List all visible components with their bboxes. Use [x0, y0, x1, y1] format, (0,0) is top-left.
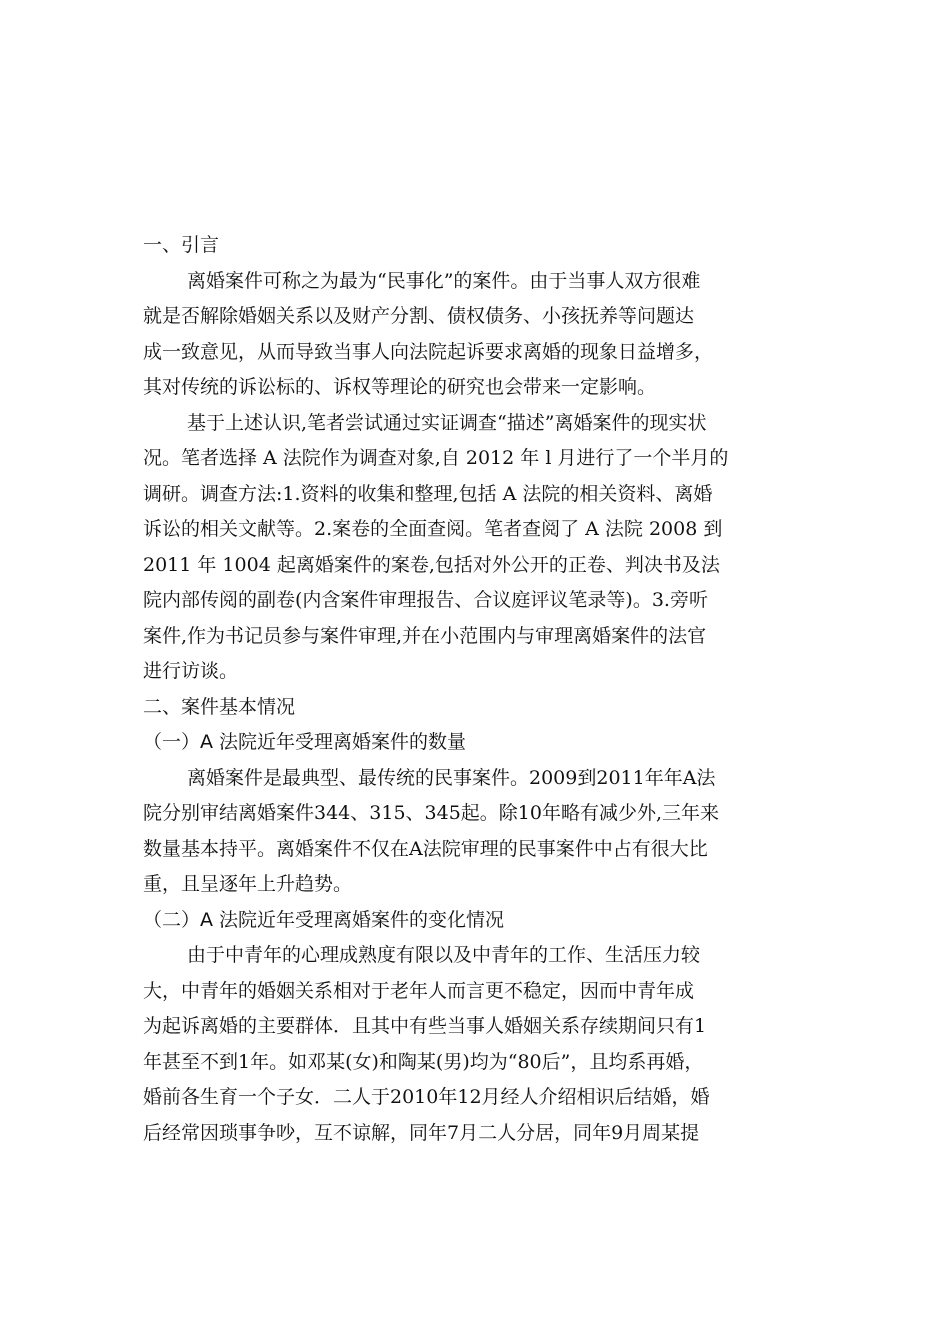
paragraph-intro-1 — [143, 264, 813, 406]
paragraph-line: 大，中青年的婚姻关系相对于老年人而言更不稳定，因而中青年成 — [143, 979, 695, 1002]
paragraph-line: 2011 年 1004 起离婚案件的案卷,包括对外公开的正卷、判决书及法 — [143, 553, 720, 576]
paragraph-line: 诉讼的相关文献等。2.案卷的全面查阅。笔者查阅了 A 法院 2008 到 — [143, 518, 723, 540]
paragraph-line: 案件,作为书记员参与案件审理,并在小范围内与审理离婚案件的法官 — [143, 624, 707, 647]
paragraph-change — [143, 938, 813, 1151]
paragraph-line: 调研。调查方法:1.资料的收集和整理,包括 A 法院的相关资料、离婚 — [143, 482, 713, 505]
paragraph-count — [143, 761, 813, 903]
paragraph-line: 离婚案件可称之为最为“民事化”的案件。由于当事人双方很难 — [187, 269, 701, 292]
subsection-heading-1-text: （一）A 法院近年受理离婚案件的数量 — [143, 731, 467, 753]
paragraph-line: 成一致意见，从而导致当事人向法院起诉要求离婚的现象日益增多， — [143, 340, 714, 363]
paragraph-line: 基于上述认识,笔者尝试通过实证调查“描述”离婚案件的现实状 — [187, 411, 707, 434]
paragraph-line: 重，且呈逐年上升趋势。 — [143, 873, 353, 895]
paragraph-line: 后经常因琐事争吵，互不谅解，同年7月二人分居，同年9月周某提 — [143, 1121, 700, 1144]
paragraph-line: 由于中青年的心理成熟度有限以及中青年的工作、生活压力较 — [187, 944, 701, 966]
paragraph-line: 离婚案件是最典型、最传统的民事案件。2009到2011年年A法 — [187, 766, 716, 789]
paragraph-line: 院分别审结离婚案件344、315、345起。除10年略有减少外,三年来 — [143, 802, 720, 824]
section-heading-2-text: 二、案件基本情况 — [143, 695, 296, 718]
paragraph-line: 进行访谈。 — [143, 660, 239, 682]
paragraph-line: 其对传统的诉讼标的、诉权等理论的研究也会带来一定影响。 — [143, 376, 657, 398]
subsection-heading-2-text: （二）A 法院近年受理离婚案件的变化情况 — [143, 908, 505, 931]
paragraph-intro-2 — [143, 406, 813, 690]
paragraph-line: 况。笔者选择 A 法院作为调查对象,自 2012 年 l 月进行了一个半月的 — [143, 447, 729, 469]
paragraph-line: 就是否解除婚姻关系以及财产分割、债权债务、小孩抚养等问题达 — [143, 305, 695, 327]
section-heading-1-text: 一、引言 — [143, 234, 220, 256]
paragraph-line: 数量基本持平。离婚案件不仅在A法院审理的民事案件中占有很大比 — [143, 837, 708, 860]
paragraph-line: 为起诉离婚的主要群体．且其中有些当事人婚姻关系存续期间只有1 — [143, 1015, 707, 1037]
subsection-heading-1 — [143, 725, 813, 761]
section-heading-1 — [143, 228, 813, 264]
subsection-heading-2 — [143, 903, 813, 939]
paragraph-line: 院内部传阅的副卷(内含案件审理报告、合议庭评议笔录等)。3.旁听 — [143, 589, 708, 611]
paragraph-line: 年甚至不到1年。如邓某(女)和陶某(男)均为“80后”，且均系再婚， — [143, 1050, 704, 1073]
section-heading-2 — [143, 690, 813, 726]
document-body — [143, 228, 813, 1151]
paragraph-line: 婚前各生育一个子女．二人于2010年12月经人介绍相识后结婚，婚 — [143, 1086, 710, 1108]
